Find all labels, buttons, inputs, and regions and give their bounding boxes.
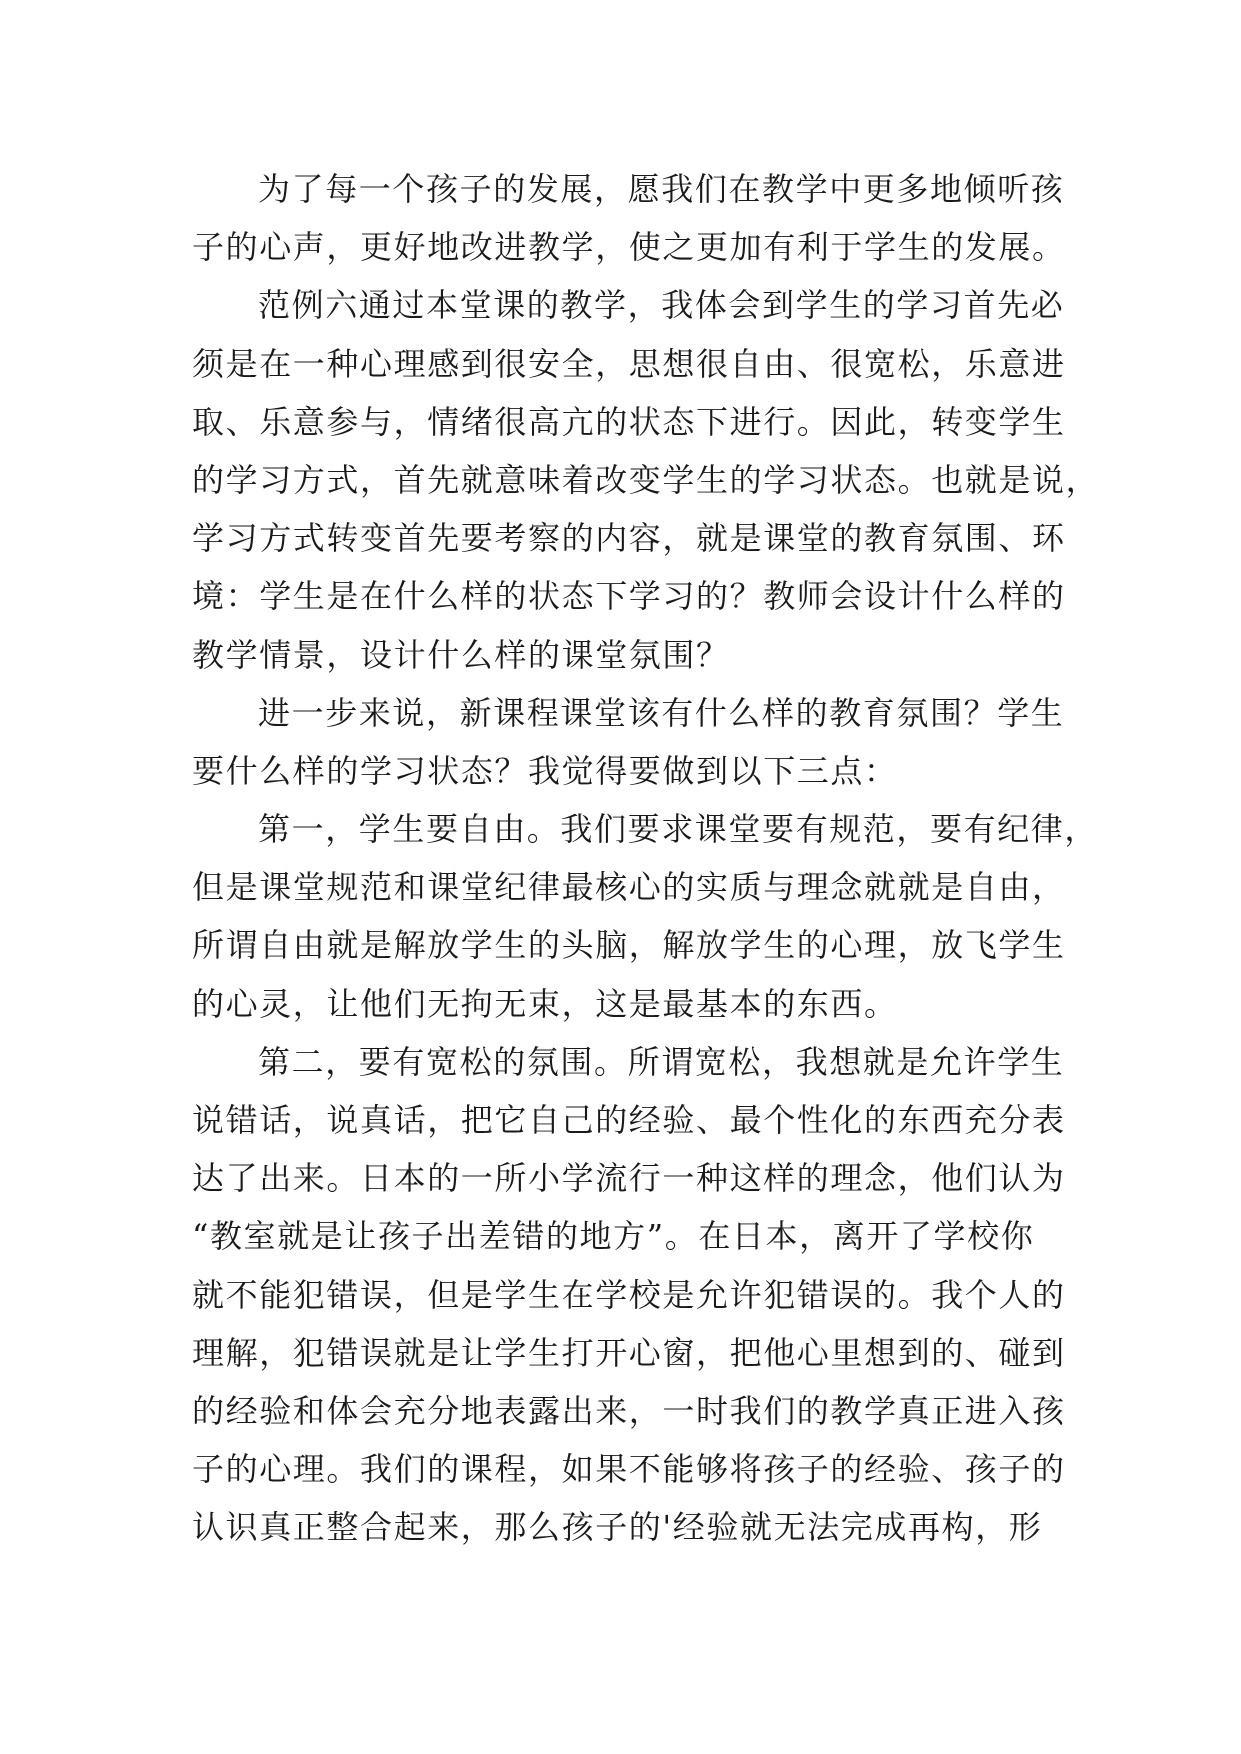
text-line: “教室就是让孩子出差错的地方”。在日本，离开了学校你	[192, 1217, 1035, 1256]
text-line: 取、乐意参与，情绪很高亢的状态下进行。因此，转变学生	[192, 402, 1066, 441]
text-line: 就不能犯错误，但是学生在学校是允许犯错误的。我个人的	[192, 1275, 1066, 1314]
text-line: 认识真正整合起来，那么孩子的'经验就无法完成再构，形	[192, 1508, 1043, 1547]
document-body	[192, 160, 1100, 1557]
text-line: 子的心理。我们的课程，如果不能够将孩子的经验、孩子的	[192, 1450, 1066, 1489]
text-line: 要什么样的学习状态？我觉得要做到以下三点：	[192, 751, 898, 790]
paragraph-first-line: 进一步来说，新课程课堂该有什么样的教育氛围？学生	[258, 693, 1065, 732]
paragraph-first-line: 第二，要有宽松的氛围。所谓宽松，我想就是允许学生	[258, 1042, 1065, 1081]
text-line: 须是在一种心理感到很安全，思想很自由、很宽松，乐意进	[192, 344, 1066, 383]
text-line: 教学情景，设计什么样的课堂氛围？	[192, 635, 730, 674]
text-line: 达了出来。日本的一所小学流行一种这样的理念，他们认为	[192, 1159, 1066, 1198]
text-line: 的心灵，让他们无拘无束，这是最基本的东西。	[192, 984, 898, 1023]
paragraph-first-line: 第一，学生要自由。我们要求课堂要有规范，要有纪律，	[258, 810, 1099, 849]
text-line: 学习方式转变首先要考察的内容，就是课堂的教育氛围、环	[192, 519, 1066, 558]
text-line: 说错话，说真话，把它自己的经验、最个性化的东西充分表	[192, 1101, 1066, 1139]
paragraph-first-line: 为了每一个孩子的发展，愿我们在教学中更多地倾听孩	[258, 170, 1065, 208]
paragraph-first-line: 范例六通过本堂课的教学，我体会到学生的学习首先必	[258, 286, 1065, 325]
text-line: 子的心声，更好地改进教学，使之更加有利于学生的发展。	[192, 228, 1066, 267]
text-line: 理解，犯错误就是让学生打开心窗，把他心里想到的、碰到	[192, 1333, 1066, 1372]
text-line: 的经验和体会充分地表露出来，一时我们的教学真正进入孩	[192, 1391, 1066, 1430]
text-line: 但是课堂规范和课堂纪律最核心的实质与理念就就是自由，	[192, 868, 1066, 907]
text-line: 的学习方式，首先就意味着改变学生的学习状态。也就是说，	[192, 460, 1100, 499]
text-line: 所谓自由就是解放学生的头脑，解放学生的心理，放飞学生	[192, 926, 1066, 965]
text-line: 境：学生是在什么样的状态下学习的？教师会设计什么样的	[192, 577, 1066, 616]
